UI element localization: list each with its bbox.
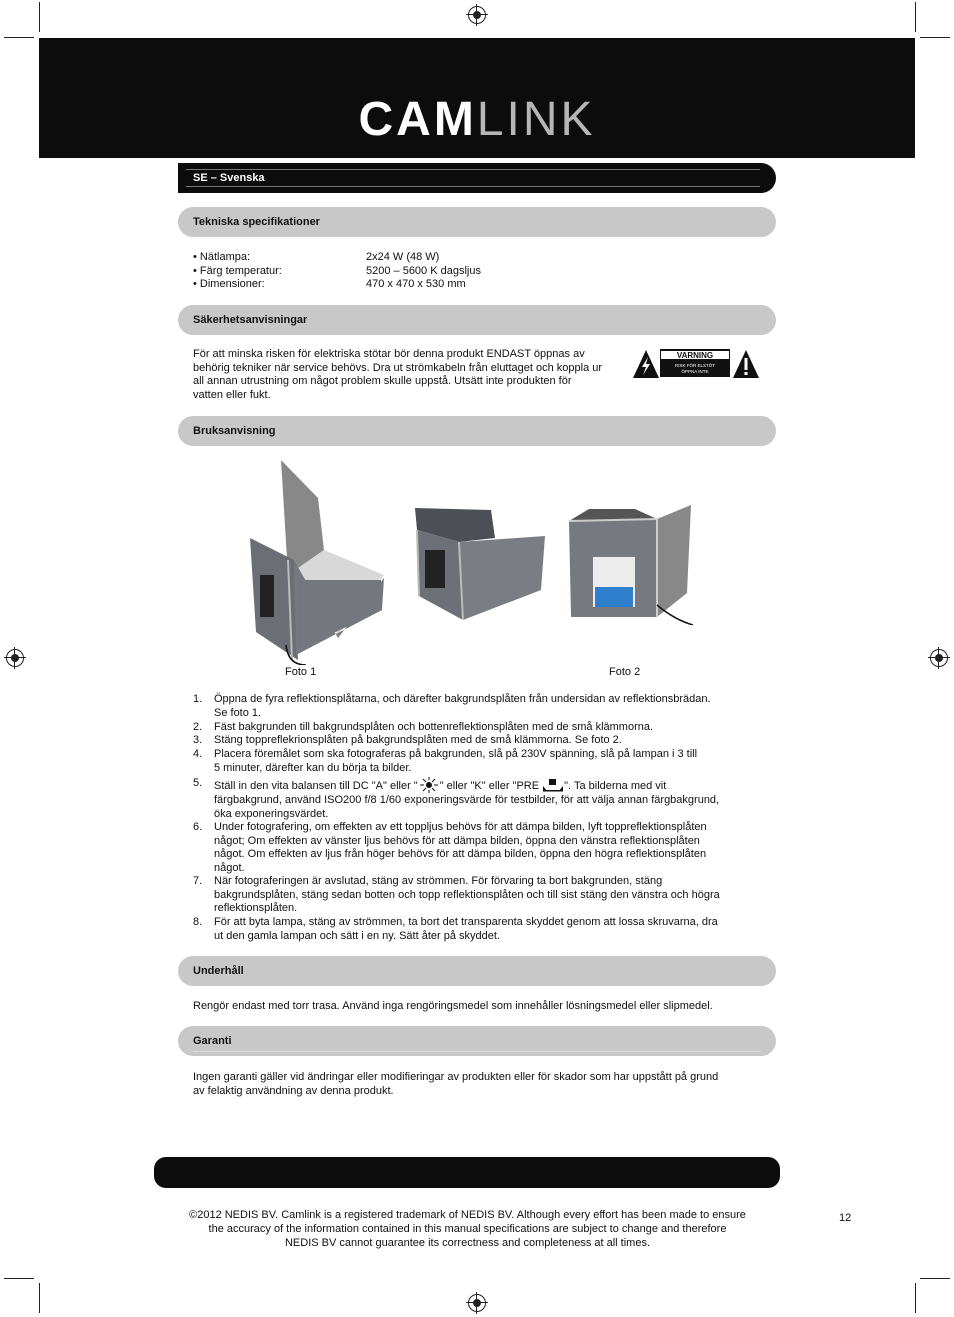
- crop-mark: [915, 2, 916, 32]
- section-title: Underhåll: [193, 965, 244, 977]
- section-title: Garanti: [193, 1035, 232, 1047]
- divider: [193, 1051, 761, 1052]
- text-line: Se foto 1.: [214, 706, 262, 719]
- crop-mark: [4, 1278, 34, 1279]
- text-line: Under fotografering, om effekten av ett toppljus behövs för att dämpa bilden, lyft toppreflektionsplåten: [214, 821, 707, 833]
- text-line: bakgrundsplåten, stäng sedan botten och topp reflektionsplåten och till sist stäng den vänstra och högra: [214, 888, 720, 901]
- spec-value: 470 x 470 x 530 mm: [366, 278, 466, 290]
- text-line: Fäst bakgrunden till bakgrundsplåten och bottenreflektionsplåten med de små klämmorna.: [214, 721, 654, 733]
- text-line: Placera föremålet som ska fotograferas på bakgrunden, slå på 230V spänning, slå på lampan i 3 till: [214, 748, 698, 760]
- registration-mark-icon: [930, 649, 948, 667]
- warning-text: [660, 363, 730, 375]
- spec-value: 5200 – 5600 K dagsljus: [366, 265, 481, 277]
- footer-line: the accuracy of the information contained in this manual specifications are subject to change and therefore: [208, 1223, 727, 1235]
- spec-row: [193, 251, 753, 265]
- text-line: all annan utrustning om något problem skulle uppstå. Utsätt inte produkten för: [193, 375, 572, 388]
- text-line: Ingen garanti gäller vid ändringar eller modifieringar av produkten eller för skador som har uppstått på grund: [193, 1071, 719, 1083]
- registration-mark-icon: [468, 6, 486, 24]
- registration-mark-icon: [6, 649, 24, 667]
- spec-value: 2x24 W (48 W): [366, 251, 440, 263]
- safety-text: [193, 348, 633, 402]
- text-fragment: ". Ta bilderna med vit: [564, 780, 667, 792]
- footer-bar: [154, 1157, 780, 1188]
- product-photo-3: [565, 505, 695, 625]
- photo-caption: Foto 1: [285, 666, 317, 678]
- logo-link: LINK: [476, 93, 596, 146]
- warning-line: RISK FÖR ELSTÖT: [674, 363, 715, 368]
- footer-line: ©2012 NEDIS BV. Camlink is a registered trademark of NEDIS BV. Although every effort has been made to ensure: [189, 1209, 746, 1221]
- crop-mark: [39, 2, 40, 32]
- text-line: [214, 777, 758, 794]
- text-line: vatten eller fukt.: [193, 388, 271, 401]
- section-title: Bruksanvisning: [193, 425, 276, 437]
- text-line: Stäng toppreflekrionsplåten på bakgrundsplåten med de små klämmorna. Se foto 2.: [214, 734, 622, 746]
- text-line: reflektionsplåten.: [214, 902, 298, 915]
- camlink-logo: [39, 93, 915, 146]
- section-header-usage: [178, 416, 776, 446]
- logo-cam: CAM: [358, 93, 477, 146]
- page-number: 12: [839, 1212, 852, 1224]
- electric-shock-warning-icon: [632, 349, 660, 379]
- text-line: När fotograferingen är avslutad, stäng av strömmen. För förvaring ta bort bakgrunden, stäng: [214, 875, 663, 887]
- header-banner: [39, 38, 915, 158]
- warning-line: ÖPPNA INTE: [681, 369, 709, 374]
- footer-line: NEDIS BV cannot guarantee its correctness and completeness at all times.: [284, 1237, 650, 1249]
- crop-mark: [920, 37, 950, 38]
- crop-mark: [920, 1278, 950, 1279]
- crop-mark: [915, 1283, 916, 1313]
- preset-white-balance-icon: [542, 778, 564, 792]
- step-number: 3.: [193, 734, 203, 746]
- text-line: något. Om effekten av ljus från höger behövs för att dämpa bilden, öppna den högra reflektionsplåten: [214, 848, 707, 861]
- spec-row: [193, 278, 753, 292]
- spec-label: • Dimensioner:: [193, 278, 265, 290]
- product-photo-1: [246, 460, 391, 665]
- text-line: För att minska risken för elektriska stötar bör denna produkt ENDAST öppnas av: [193, 348, 585, 360]
- spec-label: • Färg temperatur:: [193, 265, 282, 277]
- exclamation-warning-icon: [732, 349, 760, 379]
- language-label: SE – Svenska: [193, 172, 265, 184]
- spec-row: [193, 265, 753, 279]
- warning-label: [660, 349, 730, 377]
- section-header-warranty: [178, 1026, 776, 1056]
- registration-mark-icon: [468, 1294, 486, 1312]
- text-line: För att byta lampa, stäng av strömmen, ta bort det transparenta skyddet genom att lossa skruvarna, dra: [214, 916, 718, 928]
- section-title: Säkerhetsanvisningar: [193, 314, 308, 326]
- section-header-maintenance: [178, 956, 776, 986]
- section-header-safety: [178, 305, 776, 335]
- warning-title: VARNING: [660, 350, 730, 360]
- photo-caption: Foto 2: [609, 666, 641, 678]
- step-number: 6.: [193, 821, 203, 833]
- footer-copyright: [160, 1208, 775, 1250]
- text-fragment: " eller "K" eller "PRE: [439, 780, 540, 792]
- language-bar: [178, 163, 776, 193]
- section-title: Tekniska specifikationer: [193, 216, 320, 228]
- step-number: 8.: [193, 916, 203, 928]
- crop-mark: [39, 1283, 40, 1313]
- step-number: 5.: [193, 777, 203, 789]
- text-line: behörig tekniker när service behövs. Dra ut strömkabeln från eluttaget och koppla ur: [193, 361, 603, 374]
- text-fragment: Ställ in den vita balansen till DC "A" eller ": [214, 780, 418, 792]
- product-photo-2: [409, 500, 547, 628]
- section-header-specs: [178, 207, 776, 237]
- maintenance-text: Rengör endast med torr trasa. Använd inga rengöringsmedel som innehåller lösningsmedel eller slipmedel.: [193, 1000, 713, 1012]
- spec-label: • Nätlampa:: [193, 251, 251, 263]
- text-line: något.: [214, 861, 245, 874]
- warranty-text: [193, 1071, 763, 1098]
- divider: [186, 186, 760, 187]
- text-line: färgbakgrund, använd ISO200 f/8 1/60 exponeringsvärde för testbilder, för att välja annan färgbakgrund,: [214, 794, 720, 806]
- text-line: öka exponeringsvärdet.: [214, 807, 329, 820]
- step-number: 2.: [193, 721, 203, 733]
- crop-mark: [4, 37, 34, 38]
- step-number: 1.: [193, 693, 203, 705]
- text-line: av felaktig användning av denna produkt.: [193, 1084, 394, 1097]
- text-line: ut den gamla lampan och sätt i en ny. Sätt åter på skyddet.: [214, 929, 500, 942]
- step-number: 4.: [193, 748, 203, 760]
- step-number: 7.: [193, 875, 203, 887]
- text-line: något; Om effekten av vänster ljus behövs för att dämpa bilden, öppna den vänstra reflektionsplåten: [214, 834, 700, 847]
- divider: [186, 169, 760, 170]
- text-line: Öppna de fyra reflektionsplåtarna, och därefter bakgrundsplåten från undersidan av reflektionsbrädan.: [214, 693, 711, 705]
- text-line: 5 minuter, därefter kan du börja ta bilder.: [214, 761, 412, 774]
- daylight-sun-icon: [418, 777, 440, 793]
